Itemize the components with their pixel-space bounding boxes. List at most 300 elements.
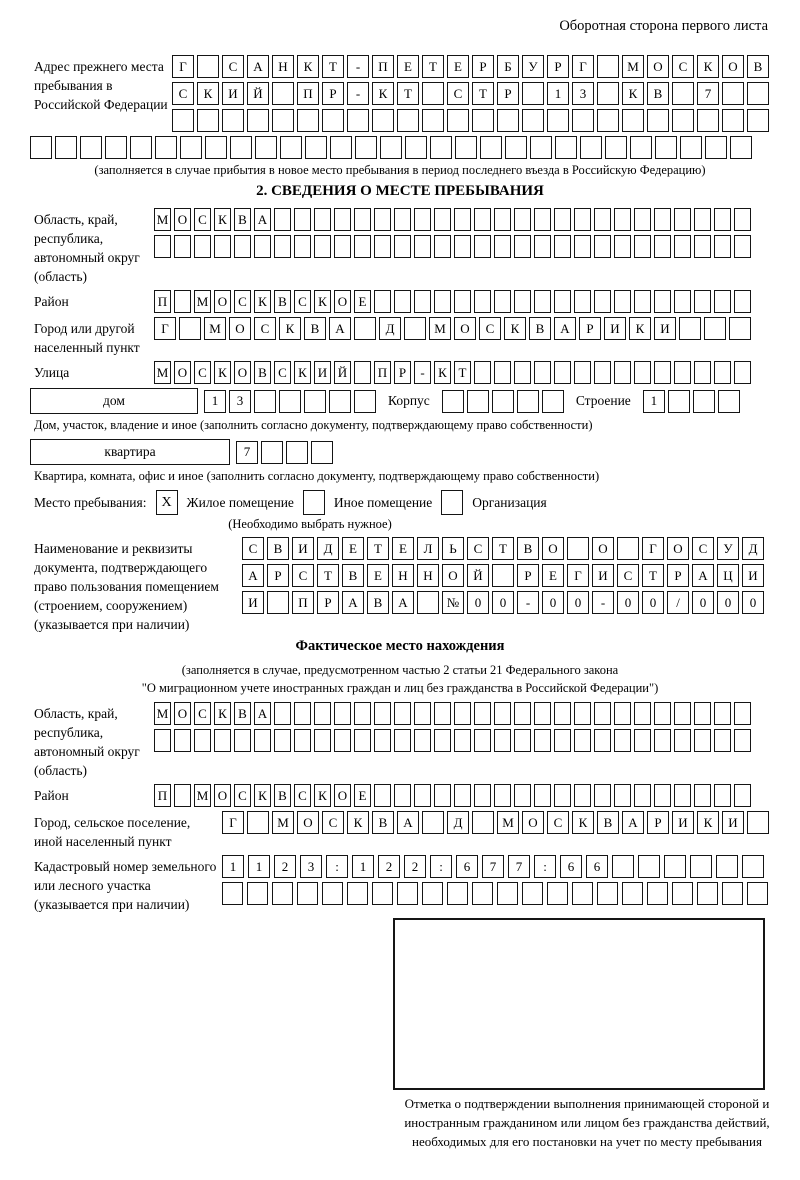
char-cell[interactable] xyxy=(274,208,291,231)
char-cell[interactable] xyxy=(334,235,351,258)
char-cell[interactable]: Ц xyxy=(717,564,739,587)
char-cell[interactable]: В xyxy=(647,82,669,105)
char-cell[interactable]: К xyxy=(622,82,644,105)
char-cell[interactable]: И xyxy=(292,537,314,560)
char-cell[interactable]: Е xyxy=(397,55,419,78)
char-cell[interactable] xyxy=(647,882,668,905)
char-cell[interactable]: С xyxy=(242,537,264,560)
char-cell[interactable] xyxy=(174,784,191,807)
char-cell[interactable] xyxy=(354,208,371,231)
char-cell[interactable]: 3 xyxy=(300,855,322,878)
char-cell[interactable]: М xyxy=(154,702,171,725)
char-cell[interactable]: П xyxy=(292,591,314,614)
char-cell[interactable] xyxy=(572,109,594,132)
char-cell[interactable] xyxy=(716,855,738,878)
char-cell[interactable] xyxy=(638,855,660,878)
char-cell[interactable] xyxy=(734,784,751,807)
char-cell[interactable]: К xyxy=(434,361,451,384)
char-cell[interactable]: Р xyxy=(317,591,339,614)
char-cell[interactable] xyxy=(547,109,569,132)
char-cell[interactable]: В xyxy=(342,564,364,587)
char-cell[interactable]: О xyxy=(722,55,744,78)
char-cell[interactable] xyxy=(674,361,691,384)
char-cell[interactable]: С xyxy=(274,361,291,384)
char-cell[interactable] xyxy=(314,208,331,231)
char-cell[interactable] xyxy=(514,729,531,752)
char-cell[interactable] xyxy=(492,390,514,413)
char-cell[interactable] xyxy=(534,361,551,384)
char-cell[interactable] xyxy=(454,290,471,313)
char-cell[interactable] xyxy=(474,702,491,725)
char-cell[interactable]: 0 xyxy=(617,591,639,614)
char-cell[interactable] xyxy=(614,235,631,258)
char-cell[interactable] xyxy=(534,784,551,807)
char-cell[interactable]: Р xyxy=(497,82,519,105)
char-cell[interactable] xyxy=(630,136,652,159)
char-cell[interactable] xyxy=(286,441,308,464)
char-cell[interactable] xyxy=(222,882,243,905)
char-cell[interactable]: С xyxy=(617,564,639,587)
char-cell[interactable]: В xyxy=(529,317,551,340)
char-cell[interactable]: Р xyxy=(517,564,539,587)
char-cell[interactable] xyxy=(254,729,271,752)
char-cell[interactable]: Б xyxy=(497,55,519,78)
char-cell[interactable]: 6 xyxy=(586,855,608,878)
char-cell[interactable] xyxy=(174,729,191,752)
char-cell[interactable] xyxy=(572,882,593,905)
char-cell[interactable]: А xyxy=(254,208,271,231)
char-cell[interactable]: П xyxy=(154,784,171,807)
char-cell[interactable] xyxy=(614,208,631,231)
char-cell[interactable] xyxy=(180,136,202,159)
char-cell[interactable] xyxy=(397,882,418,905)
char-cell[interactable] xyxy=(430,136,452,159)
char-cell[interactable] xyxy=(442,390,464,413)
char-cell[interactable]: Е xyxy=(367,564,389,587)
char-cell[interactable] xyxy=(567,537,589,560)
char-cell[interactable]: О xyxy=(592,537,614,560)
char-cell[interactable] xyxy=(374,290,391,313)
char-cell[interactable] xyxy=(730,136,752,159)
char-cell[interactable] xyxy=(522,109,544,132)
char-cell[interactable]: Д xyxy=(317,537,339,560)
char-cell[interactable] xyxy=(694,702,711,725)
char-cell[interactable] xyxy=(294,702,311,725)
char-cell[interactable] xyxy=(634,729,651,752)
char-cell[interactable] xyxy=(414,235,431,258)
char-cell[interactable] xyxy=(654,361,671,384)
char-cell[interactable] xyxy=(693,390,715,413)
char-cell[interactable]: И xyxy=(604,317,626,340)
char-cell[interactable]: С xyxy=(234,784,251,807)
char-cell[interactable] xyxy=(655,136,677,159)
char-cell[interactable] xyxy=(622,109,644,132)
char-cell[interactable]: К xyxy=(294,361,311,384)
char-cell[interactable] xyxy=(467,390,489,413)
char-cell[interactable]: М xyxy=(204,317,226,340)
char-cell[interactable]: - xyxy=(517,591,539,614)
char-cell[interactable] xyxy=(272,82,294,105)
char-cell[interactable] xyxy=(718,390,740,413)
char-cell[interactable] xyxy=(480,136,502,159)
char-cell[interactable] xyxy=(394,729,411,752)
char-cell[interactable] xyxy=(174,290,191,313)
char-cell[interactable]: И xyxy=(242,591,264,614)
char-cell[interactable] xyxy=(422,882,443,905)
char-cell[interactable]: О xyxy=(214,290,231,313)
char-cell[interactable] xyxy=(179,317,201,340)
char-cell[interactable]: С xyxy=(222,55,244,78)
char-cell[interactable] xyxy=(505,136,527,159)
char-cell[interactable]: К xyxy=(697,55,719,78)
char-cell[interactable]: 3 xyxy=(229,390,251,413)
char-cell[interactable] xyxy=(612,855,634,878)
char-cell[interactable]: М xyxy=(497,811,519,834)
char-cell[interactable] xyxy=(255,136,277,159)
char-cell[interactable] xyxy=(422,811,444,834)
char-cell[interactable] xyxy=(734,702,751,725)
char-cell[interactable] xyxy=(197,109,219,132)
char-cell[interactable] xyxy=(347,109,369,132)
char-cell[interactable]: К xyxy=(314,784,331,807)
char-cell[interactable] xyxy=(734,235,751,258)
char-cell[interactable]: : xyxy=(326,855,348,878)
char-cell[interactable] xyxy=(654,784,671,807)
char-cell[interactable] xyxy=(374,784,391,807)
char-cell[interactable] xyxy=(374,235,391,258)
char-cell[interactable] xyxy=(404,317,426,340)
char-cell[interactable] xyxy=(314,729,331,752)
char-cell[interactable] xyxy=(729,317,751,340)
char-cell[interactable]: Н xyxy=(272,55,294,78)
char-cell[interactable] xyxy=(247,811,269,834)
char-cell[interactable] xyxy=(322,882,343,905)
char-cell[interactable]: Л xyxy=(417,537,439,560)
char-cell[interactable] xyxy=(205,136,227,159)
char-cell[interactable]: Г xyxy=(172,55,194,78)
char-cell[interactable] xyxy=(322,109,344,132)
char-cell[interactable] xyxy=(492,564,514,587)
char-cell[interactable] xyxy=(394,784,411,807)
char-cell[interactable] xyxy=(154,729,171,752)
char-cell[interactable] xyxy=(261,441,283,464)
char-cell[interactable]: В xyxy=(234,702,251,725)
char-cell[interactable] xyxy=(447,882,468,905)
char-cell[interactable]: О xyxy=(334,290,351,313)
char-cell[interactable] xyxy=(594,729,611,752)
char-cell[interactable]: К xyxy=(254,784,271,807)
char-cell[interactable] xyxy=(714,208,731,231)
char-cell[interactable]: - xyxy=(347,55,369,78)
char-cell[interactable]: 2 xyxy=(378,855,400,878)
char-cell[interactable]: О xyxy=(214,784,231,807)
char-cell[interactable]: 6 xyxy=(560,855,582,878)
char-cell[interactable] xyxy=(494,784,511,807)
char-cell[interactable] xyxy=(294,235,311,258)
char-cell[interactable] xyxy=(372,882,393,905)
char-cell[interactable] xyxy=(714,361,731,384)
char-cell[interactable] xyxy=(574,729,591,752)
char-cell[interactable]: Т xyxy=(317,564,339,587)
char-cell[interactable]: С xyxy=(467,537,489,560)
char-cell[interactable] xyxy=(614,784,631,807)
char-cell[interactable] xyxy=(214,235,231,258)
char-cell[interactable]: Е xyxy=(392,537,414,560)
char-cell[interactable] xyxy=(674,208,691,231)
char-cell[interactable] xyxy=(747,811,769,834)
char-cell[interactable]: / xyxy=(667,591,689,614)
char-cell[interactable] xyxy=(714,290,731,313)
char-cell[interactable] xyxy=(330,136,352,159)
char-cell[interactable]: Т xyxy=(642,564,664,587)
char-cell[interactable]: 0 xyxy=(467,591,489,614)
char-cell[interactable] xyxy=(514,702,531,725)
char-cell[interactable] xyxy=(314,235,331,258)
char-cell[interactable]: И xyxy=(314,361,331,384)
char-cell[interactable]: Г xyxy=(222,811,244,834)
char-cell[interactable] xyxy=(734,208,751,231)
char-cell[interactable]: Т xyxy=(397,82,419,105)
char-cell[interactable]: А xyxy=(329,317,351,340)
char-cell[interactable] xyxy=(380,136,402,159)
char-cell[interactable] xyxy=(474,361,491,384)
char-cell[interactable]: С xyxy=(254,317,276,340)
char-cell[interactable] xyxy=(354,702,371,725)
char-cell[interactable] xyxy=(422,82,444,105)
char-cell[interactable]: 0 xyxy=(492,591,514,614)
char-cell[interactable]: В xyxy=(517,537,539,560)
char-cell[interactable]: Г xyxy=(642,537,664,560)
char-cell[interactable] xyxy=(254,390,276,413)
char-cell[interactable]: О xyxy=(647,55,669,78)
char-cell[interactable]: В xyxy=(267,537,289,560)
char-cell[interactable] xyxy=(194,235,211,258)
char-cell[interactable] xyxy=(654,702,671,725)
char-cell[interactable] xyxy=(668,390,690,413)
char-cell[interactable]: А xyxy=(242,564,264,587)
char-cell[interactable] xyxy=(722,109,744,132)
char-cell[interactable] xyxy=(214,729,231,752)
char-cell[interactable]: Е xyxy=(542,564,564,587)
char-cell[interactable]: П xyxy=(374,361,391,384)
char-cell[interactable]: О xyxy=(667,537,689,560)
char-cell[interactable]: И xyxy=(654,317,676,340)
char-cell[interactable] xyxy=(534,208,551,231)
char-cell[interactable] xyxy=(397,109,419,132)
char-cell[interactable] xyxy=(294,729,311,752)
char-cell[interactable]: С xyxy=(292,564,314,587)
char-cell[interactable] xyxy=(597,882,618,905)
char-cell[interactable] xyxy=(674,235,691,258)
char-cell[interactable]: Т xyxy=(367,537,389,560)
char-cell[interactable]: У xyxy=(717,537,739,560)
char-cell[interactable] xyxy=(414,729,431,752)
char-cell[interactable] xyxy=(272,109,294,132)
char-cell[interactable] xyxy=(634,235,651,258)
char-cell[interactable] xyxy=(694,729,711,752)
char-cell[interactable]: 3 xyxy=(572,82,594,105)
char-cell[interactable]: У xyxy=(522,55,544,78)
char-cell[interactable]: Т xyxy=(492,537,514,560)
char-cell[interactable] xyxy=(517,390,539,413)
char-cell[interactable]: 7 xyxy=(482,855,504,878)
char-cell[interactable] xyxy=(454,208,471,231)
char-cell[interactable] xyxy=(474,208,491,231)
char-cell[interactable] xyxy=(247,109,269,132)
char-cell[interactable] xyxy=(554,361,571,384)
char-cell[interactable]: П xyxy=(154,290,171,313)
char-cell[interactable] xyxy=(574,290,591,313)
char-cell[interactable] xyxy=(311,441,333,464)
char-cell[interactable]: Р xyxy=(322,82,344,105)
char-cell[interactable] xyxy=(522,82,544,105)
char-cell[interactable]: М xyxy=(272,811,294,834)
char-cell[interactable]: А xyxy=(622,811,644,834)
char-cell[interactable]: С xyxy=(479,317,501,340)
char-cell[interactable] xyxy=(734,290,751,313)
char-cell[interactable]: - xyxy=(592,591,614,614)
char-cell[interactable] xyxy=(494,290,511,313)
checkbox-organizatsiya[interactable] xyxy=(441,490,463,515)
char-cell[interactable]: 1 xyxy=(204,390,226,413)
char-cell[interactable] xyxy=(534,729,551,752)
char-cell[interactable] xyxy=(634,290,651,313)
char-cell[interactable]: Г xyxy=(572,55,594,78)
char-cell[interactable] xyxy=(574,235,591,258)
char-cell[interactable] xyxy=(272,882,293,905)
char-cell[interactable]: 1 xyxy=(547,82,569,105)
char-cell[interactable] xyxy=(514,290,531,313)
char-cell[interactable] xyxy=(530,136,552,159)
char-cell[interactable] xyxy=(594,290,611,313)
char-cell[interactable] xyxy=(279,390,301,413)
char-cell[interactable]: 7 xyxy=(236,441,258,464)
char-cell[interactable] xyxy=(30,136,52,159)
char-cell[interactable]: 0 xyxy=(717,591,739,614)
char-cell[interactable] xyxy=(597,109,619,132)
char-cell[interactable] xyxy=(434,208,451,231)
char-cell[interactable] xyxy=(734,729,751,752)
char-cell[interactable]: Т xyxy=(322,55,344,78)
char-cell[interactable]: С xyxy=(234,290,251,313)
char-cell[interactable] xyxy=(574,208,591,231)
char-cell[interactable]: Р xyxy=(667,564,689,587)
char-cell[interactable]: О xyxy=(522,811,544,834)
char-cell[interactable] xyxy=(329,390,351,413)
char-cell[interactable]: : xyxy=(534,855,556,878)
char-cell[interactable] xyxy=(705,136,727,159)
char-cell[interactable]: Р xyxy=(394,361,411,384)
char-cell[interactable] xyxy=(614,702,631,725)
char-cell[interactable] xyxy=(294,208,311,231)
char-cell[interactable] xyxy=(254,235,271,258)
char-cell[interactable]: С xyxy=(547,811,569,834)
char-cell[interactable]: О xyxy=(297,811,319,834)
char-cell[interactable] xyxy=(454,702,471,725)
char-cell[interactable] xyxy=(597,55,619,78)
char-cell[interactable] xyxy=(514,361,531,384)
char-cell[interactable]: А xyxy=(342,591,364,614)
char-cell[interactable] xyxy=(674,729,691,752)
char-cell[interactable]: А xyxy=(254,702,271,725)
char-cell[interactable]: Н xyxy=(417,564,439,587)
char-cell[interactable]: А xyxy=(392,591,414,614)
char-cell[interactable] xyxy=(334,729,351,752)
char-cell[interactable] xyxy=(354,235,371,258)
char-cell[interactable] xyxy=(597,82,619,105)
char-cell[interactable] xyxy=(274,235,291,258)
char-cell[interactable] xyxy=(714,235,731,258)
char-cell[interactable] xyxy=(680,136,702,159)
char-cell[interactable]: К xyxy=(347,811,369,834)
char-cell[interactable] xyxy=(434,784,451,807)
char-cell[interactable] xyxy=(714,729,731,752)
char-cell[interactable] xyxy=(434,729,451,752)
char-cell[interactable] xyxy=(547,882,568,905)
char-cell[interactable] xyxy=(234,235,251,258)
char-cell[interactable]: Д xyxy=(447,811,469,834)
char-cell[interactable] xyxy=(394,208,411,231)
char-cell[interactable]: А xyxy=(397,811,419,834)
char-cell[interactable] xyxy=(594,361,611,384)
char-cell[interactable] xyxy=(694,208,711,231)
char-cell[interactable] xyxy=(494,235,511,258)
char-cell[interactable] xyxy=(354,390,376,413)
char-cell[interactable] xyxy=(634,702,651,725)
char-cell[interactable] xyxy=(414,702,431,725)
char-cell[interactable]: В xyxy=(234,208,251,231)
char-cell[interactable]: 2 xyxy=(274,855,296,878)
char-cell[interactable] xyxy=(314,702,331,725)
char-cell[interactable]: 6 xyxy=(456,855,478,878)
char-cell[interactable] xyxy=(534,235,551,258)
char-cell[interactable] xyxy=(634,208,651,231)
char-cell[interactable] xyxy=(574,361,591,384)
char-cell[interactable]: Г xyxy=(154,317,176,340)
char-cell[interactable] xyxy=(274,729,291,752)
char-cell[interactable]: В xyxy=(367,591,389,614)
char-cell[interactable]: А xyxy=(554,317,576,340)
char-cell[interactable]: К xyxy=(372,82,394,105)
char-cell[interactable] xyxy=(154,235,171,258)
char-cell[interactable]: К xyxy=(297,55,319,78)
char-cell[interactable] xyxy=(747,109,769,132)
char-cell[interactable]: Т xyxy=(472,82,494,105)
char-cell[interactable]: С xyxy=(194,361,211,384)
char-cell[interactable] xyxy=(742,855,764,878)
char-cell[interactable] xyxy=(614,361,631,384)
char-cell[interactable] xyxy=(694,361,711,384)
char-cell[interactable] xyxy=(414,290,431,313)
char-cell[interactable] xyxy=(722,882,743,905)
char-cell[interactable] xyxy=(130,136,152,159)
char-cell[interactable]: П xyxy=(297,82,319,105)
char-cell[interactable]: К xyxy=(254,290,271,313)
char-cell[interactable]: И xyxy=(592,564,614,587)
char-cell[interactable] xyxy=(674,702,691,725)
char-cell[interactable]: Н xyxy=(392,564,414,587)
char-cell[interactable] xyxy=(617,537,639,560)
char-cell[interactable]: Р xyxy=(472,55,494,78)
char-cell[interactable]: И xyxy=(742,564,764,587)
char-cell[interactable] xyxy=(690,855,712,878)
char-cell[interactable]: С xyxy=(194,208,211,231)
char-cell[interactable]: 1 xyxy=(643,390,665,413)
char-cell[interactable] xyxy=(274,702,291,725)
char-cell[interactable]: А xyxy=(692,564,714,587)
char-cell[interactable] xyxy=(694,235,711,258)
char-cell[interactable]: К xyxy=(504,317,526,340)
